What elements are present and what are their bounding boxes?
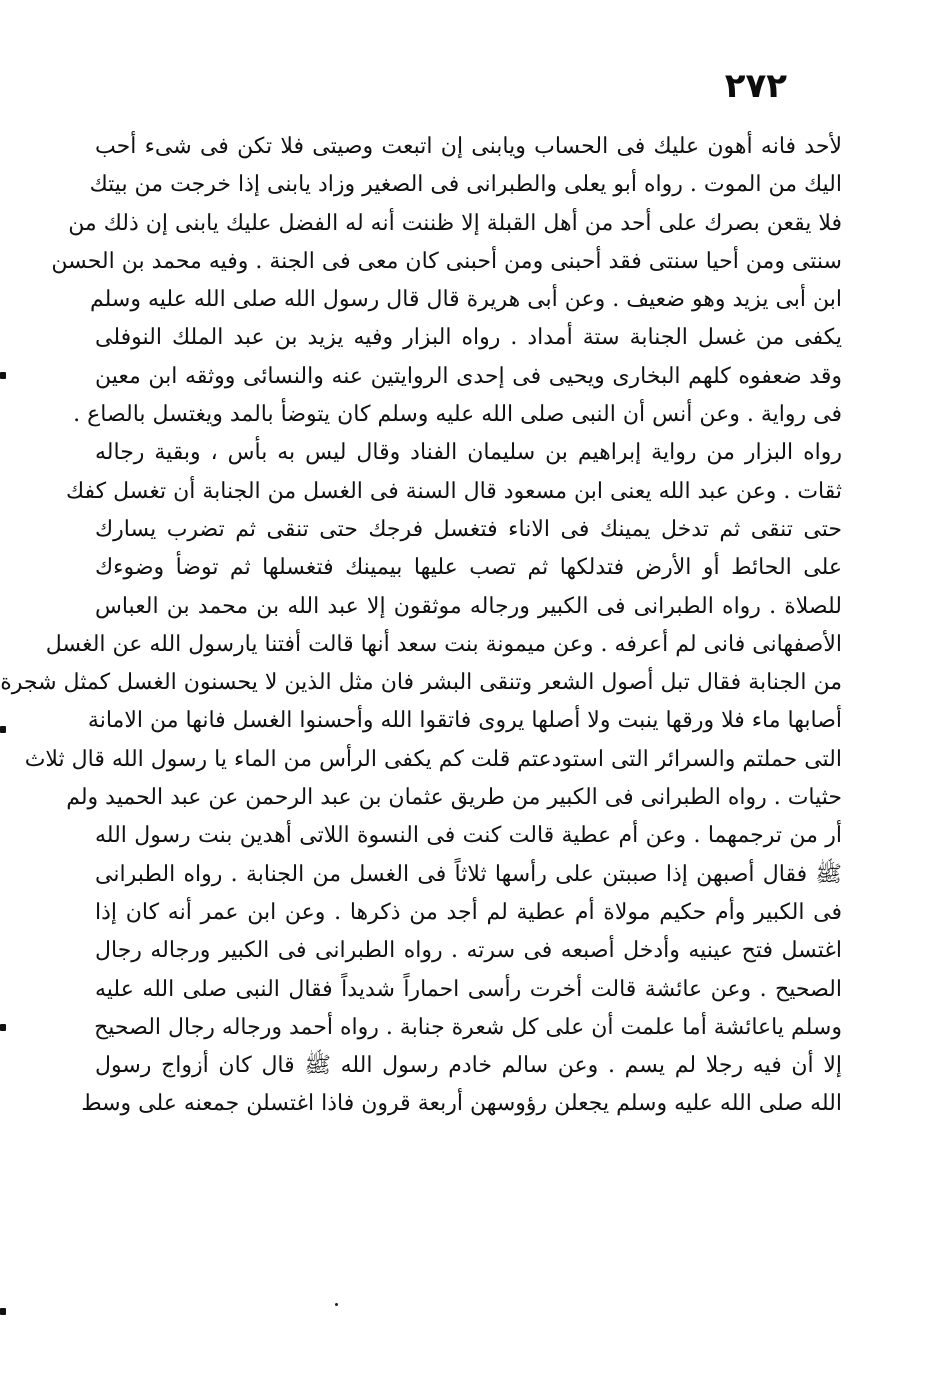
text-line: ﷺ فقال أصبهن إذا صببتن على رأسها ثلاثاً فى الغسل من الجنابة . رواه الطبرانى — [95, 861, 842, 887]
text-line: الصحيح . وعن عائشة قالت أخرت رأسى احماراً شديداً فقال النبى صلى الله عليه — [95, 976, 842, 1002]
text-line: رواه البزار من رواية إبراهيم بن سليمان الفناد وقال ليس به بأس ، وبقية رجاله — [95, 440, 842, 466]
body-text — [0, 128, 842, 1124]
text-line: أصابها ماء فلا ورقها ينبت ولا أصلها يروى فاتقوا الله وأحسنوا الغسل فانها من الامانة — [87, 708, 842, 734]
text-line: ابن أبى يزيد وهو ضعيف . وعن أبى هريرة قال قال رسول الله صلى الله عليه وسلم — [90, 287, 842, 313]
text-line: التى حملتم والسرائر التى استودعتم قلت كم يكفى الرأس من الماء يا رسول الله قال ثلاث — [24, 746, 842, 772]
text-line: للصلاة . رواه الطبرانى فى الكبير ورجاله موثقون إلا عبد الله بن محمد بن العباس — [95, 593, 842, 619]
text-line: على الحائط أو الأرض فتدلكها ثم تصب عليها بيمينك فتغسلها ثم توضأ وضوءك — [95, 555, 842, 581]
scan-margin-mark — [0, 1308, 6, 1315]
text-line: اغتسل فتح عينيه وأدخل أصبعه فى سرته . رواه الطبرانى فى الكبير ورجاله رجال — [95, 938, 842, 964]
text-line: وسلم ياعائشة أما علمت أن على كل شعرة جنابة . رواه أحمد ورجاله رجال الصحيح — [94, 1014, 842, 1040]
text-line: الله صلى الله عليه وسلم يجعلن رؤوسهن أربعة قرون فاذا اغتسلن جمعنه على وسط — [81, 1091, 842, 1117]
text-line: سنتى ومن أحيا سنتى فقد أحبنى ومن أحبنى كان معى فى الجنة . وفيه محمد بن الحسن — [51, 248, 842, 274]
text-line: وقد ضعفوه كلهم البخارى ويحيى فى إحدى الروايتين عنه والنسائى ووثقه ابن معين — [95, 363, 842, 389]
page-number: ٢٧٢ — [724, 66, 787, 106]
text-line: أر من ترجمهما . وعن أم عطية قالت كنت فى النسوة اللاتى أهدين بنت رسول الله — [95, 823, 842, 849]
text-line: اليك من الموت . رواه أبو يعلى والطبرانى فى الصغير وزاد يابنى إذا خرجت من بيتك — [89, 172, 842, 198]
scan-margin-mark — [0, 726, 6, 733]
text-line: من الجنابة فقال تبل أصول الشعر وتنقى البشر فان مثل الذين لا يحسنون الغسل كمثل شجرة — [0, 670, 842, 696]
text-line: حثيات . رواه الطبرانى فى الكبير من طريق عثمان بن عبد الرحمن عن عبد الحميد ولم — [66, 785, 842, 811]
scan-margin-mark — [0, 372, 6, 379]
text-line: إلا أن فيه رجلا لم يسم . وعن سالم خادم رسول الله ﷺ قال كان أزواج رسول — [95, 1053, 842, 1079]
scan-dot — [335, 1303, 338, 1306]
scan-margin-mark — [0, 1024, 6, 1031]
text-line: فى الكبير وأم حكيم مولاة أم عطية لم أجد من ذكرها . وعن ابن عمر أنه كان إذا — [95, 899, 842, 925]
text-line: حتى تنقى ثم تدخل يمينك فى الاناء فتغسل فرجك حتى تنقى ثم تضرب يسارك — [95, 516, 842, 542]
text-line: فلا يقعن بصرك على أحد من أهل القبلة إلا ظننت أنه له الفضل عليك يابنى إن ذلك من — [68, 210, 842, 236]
text-line: ثقات . وعن عبد الله يعنى ابن مسعود قال السنة فى الغسل من الجنابة أن تغسل كفك — [65, 478, 842, 504]
text-line: يكفى من غسل الجنابة ستة أمداد . رواه البزار وفيه يزيد بن عبد الملك النوفلى — [95, 325, 842, 351]
text-line: فى رواية . وعن أنس أن النبى صلى الله عليه وسلم كان يتوضأ بالمد ويغتسل بالصاع . — [73, 402, 842, 428]
text-line: الأصفهانى فانى لم أعرفه . وعن ميمونة بنت سعد أنها قالت أفتنا يارسول الله عن الغسل — [45, 631, 842, 657]
text-line: لأحد فانه أهون عليك فى الحساب ويابنى إن اتبعت وصيتى فلا تكن فى شىء أحب — [95, 134, 842, 159]
